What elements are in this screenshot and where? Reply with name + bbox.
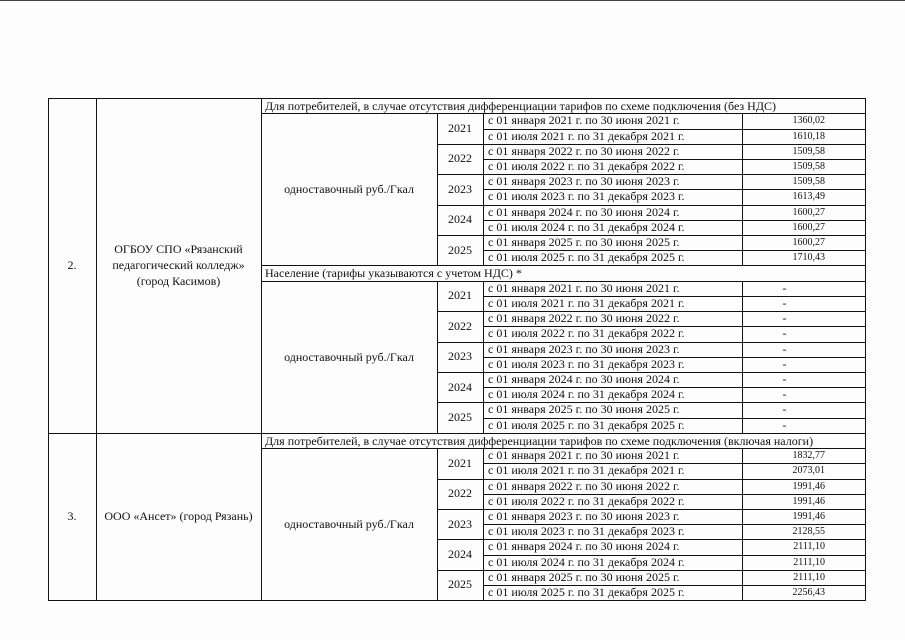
period-cell-text: с 01 июля 2022 г. по 31 декабря 2022 г. <box>488 159 685 173</box>
year-cell <box>437 281 483 311</box>
period-cell-text: с 01 января 2024 г. по 30 июня 2024 г. <box>488 372 680 386</box>
value-cell-text: 1509,58 <box>792 161 825 172</box>
period-cell-text: с 01 января 2023 г. по 30 июня 2023 г. <box>488 509 680 523</box>
block-header <box>265 99 863 113</box>
vline-org <box>96 98 97 600</box>
year-cell <box>437 205 483 235</box>
value-cell <box>744 585 825 600</box>
period-cell-text: с 01 января 2022 г. по 30 июня 2022 г. <box>488 143 680 158</box>
value-cell <box>744 342 825 357</box>
value-cell <box>744 296 825 311</box>
period-cell <box>488 570 741 585</box>
row-number-cell <box>48 433 96 600</box>
value-cell <box>744 281 825 296</box>
value-cell-text: - <box>782 341 787 356</box>
value-cell-text: 2111,10 <box>793 541 825 553</box>
value-cell <box>744 448 825 463</box>
vline-period <box>483 113 484 265</box>
block-header-text: Для потребителей, в случае отсутствия дифференциации тарифов по схеме подключения (без НДС) <box>265 99 777 113</box>
value-cell <box>744 494 825 509</box>
period-cell <box>488 555 741 570</box>
period-cell <box>488 144 741 159</box>
tariff-type-cell <box>271 113 427 265</box>
year-cell-text: 2024 <box>448 547 472 562</box>
vline-tariff <box>261 98 262 600</box>
year-cell-text: 2023 <box>448 516 472 531</box>
value-cell <box>744 205 825 220</box>
period-cell <box>488 418 741 433</box>
value-cell-text: - <box>782 326 787 341</box>
period-cell <box>488 539 741 554</box>
tariff-type-cell <box>271 448 427 600</box>
year-cell <box>437 235 483 265</box>
period-cell-text: с 01 июля 2024 г. по 31 декабря 2024 г. <box>488 387 685 402</box>
value-cell <box>744 220 825 235</box>
value-cell <box>744 235 825 250</box>
period-cell-text: с 01 января 2025 г. по 30 июня 2025 г. <box>488 235 680 249</box>
period-cell <box>488 311 741 326</box>
period-cell-text: с 01 июля 2021 г. по 31 декабря 2021 г. <box>488 128 685 143</box>
value-cell-text: - <box>782 311 787 326</box>
value-cell-text: 2256,43 <box>792 587 825 598</box>
period-cell <box>488 205 741 220</box>
value-cell-text: 1991,46 <box>792 480 825 492</box>
period-cell-text: с 01 июля 2024 г. по 31 декабря 2024 г. <box>488 219 685 234</box>
year-cell-text: 2025 <box>448 410 472 425</box>
period-cell <box>488 159 741 174</box>
period-cell <box>488 387 741 402</box>
value-cell <box>744 509 825 524</box>
value-cell <box>744 570 825 585</box>
period-cell-text: с 01 января 2025 г. по 30 июня 2025 г. <box>488 569 680 584</box>
value-cell <box>744 250 825 265</box>
period-cell-text: с 01 июля 2025 г. по 31 декабря 2025 г. <box>488 417 685 432</box>
block-header <box>265 434 863 448</box>
period-cell-text: с 01 июля 2023 г. по 31 декабря 2023 г. <box>488 356 685 371</box>
value-cell-text: 2073,01 <box>792 465 825 477</box>
value-cell-text: 1600,27 <box>792 206 825 218</box>
block-header-text: Для потребителей, в случае отсутствия дифференциации тарифов по схеме подключения (включая налоги) <box>265 433 814 448</box>
vline-right <box>865 98 866 600</box>
value-cell-text: 1832,77 <box>792 450 825 462</box>
period-cell-text: с 01 января 2024 г. по 30 июня 2024 г. <box>488 539 680 554</box>
year-cell-text: 2022 <box>448 151 472 166</box>
value-cell-text: - <box>782 372 787 386</box>
value-cell <box>744 174 825 189</box>
period-cell-text: с 01 июля 2022 г. по 31 декабря 2022 г. <box>488 326 685 341</box>
year-cell <box>437 402 483 432</box>
vline-period <box>483 448 484 600</box>
period-cell <box>488 448 741 463</box>
value-cell <box>744 418 825 433</box>
period-cell <box>488 402 741 417</box>
vline-year <box>437 448 438 600</box>
tariff-type-cell-text: одноставочный руб./Гкал <box>284 182 414 197</box>
period-cell <box>488 494 741 509</box>
value-cell <box>744 357 825 372</box>
vline-period <box>483 281 484 433</box>
period-cell-text: с 01 июля 2023 г. по 31 декабря 2023 г. <box>488 189 685 204</box>
value-cell <box>744 113 825 128</box>
value-cell <box>744 189 825 204</box>
year-cell-text: 2021 <box>448 288 472 303</box>
period-cell <box>488 174 741 189</box>
value-cell <box>744 129 825 144</box>
year-cell-text: 2022 <box>448 318 472 333</box>
value-cell <box>744 326 825 341</box>
value-cell-text: 2111,10 <box>793 556 825 568</box>
year-cell <box>437 570 483 600</box>
period-cell-text: с 01 июля 2022 г. по 31 декабря 2022 г. <box>488 493 685 508</box>
value-cell-text: 1710,43 <box>792 252 825 264</box>
period-cell <box>488 235 741 250</box>
year-cell <box>437 539 483 569</box>
period-cell-text: с 01 января 2022 г. по 30 июня 2022 г. <box>488 311 680 326</box>
period-cell <box>488 479 741 494</box>
year-cell-text: 2021 <box>448 455 472 470</box>
year-cell <box>437 448 483 478</box>
value-cell-text: 1991,46 <box>792 511 825 522</box>
organization-cell-text: ООО «Ансет» (город Рязань) <box>104 509 253 524</box>
vline-left <box>48 98 49 600</box>
year-cell-text: 2024 <box>448 212 472 227</box>
value-cell-text: 2111,10 <box>793 571 825 583</box>
organization-cell <box>102 433 255 600</box>
row-number-cell-text: 2. <box>67 257 77 272</box>
year-cell <box>437 342 483 372</box>
period-cell <box>488 220 741 235</box>
page-top-border <box>0 0 905 1</box>
vline-value <box>742 113 743 265</box>
year-cell-text: 2022 <box>448 486 472 501</box>
row-number-cell <box>48 98 96 433</box>
value-cell-text: - <box>782 402 787 417</box>
period-cell <box>488 524 741 539</box>
vline-value <box>742 281 743 433</box>
value-cell-text: - <box>782 280 787 295</box>
year-cell-text: 2025 <box>448 577 472 592</box>
period-cell <box>488 585 741 600</box>
vline-year <box>437 281 438 433</box>
period-cell <box>488 189 741 204</box>
period-cell <box>488 342 741 357</box>
value-cell-text: - <box>782 417 787 432</box>
period-cell-text: с 01 января 2025 г. по 30 июня 2025 г. <box>488 402 680 417</box>
value-cell-text: 1509,58 <box>792 145 825 157</box>
block-bottom-line <box>261 600 866 601</box>
period-cell <box>488 296 741 311</box>
value-cell <box>744 479 825 494</box>
section-bottom-line <box>48 600 262 601</box>
tariff-type-cell <box>271 281 427 433</box>
period-cell-text: с 01 июля 2025 г. по 31 декабря 2025 г. <box>488 585 685 599</box>
period-cell-text: с 01 июля 2023 г. по 31 декабря 2023 г. <box>488 524 685 539</box>
period-cell-text: с 01 января 2023 г. по 30 июня 2023 г. <box>488 341 680 356</box>
value-cell-text: 1613,49 <box>792 191 825 203</box>
vline-year <box>437 113 438 265</box>
year-cell <box>437 509 483 539</box>
period-cell-text: с 01 января 2021 г. по 30 июня 2021 г. <box>488 280 680 295</box>
year-cell <box>437 113 483 143</box>
period-cell <box>488 250 741 265</box>
period-cell-text: с 01 июля 2025 г. по 31 декабря 2025 г. <box>488 250 685 265</box>
period-cell <box>488 129 741 144</box>
year-cell-text: 2021 <box>448 121 472 136</box>
value-cell-text: 1600,27 <box>792 237 825 248</box>
value-cell <box>744 387 825 402</box>
period-cell-text: с 01 января 2024 г. по 30 июня 2024 г. <box>488 204 680 219</box>
period-cell <box>488 357 741 372</box>
value-cell <box>744 524 825 539</box>
value-cell <box>744 311 825 326</box>
value-cell-text: - <box>782 356 787 371</box>
period-cell-text: с 01 января 2021 г. по 30 июня 2021 г. <box>488 448 680 463</box>
row-number-cell-text: 3. <box>67 508 77 523</box>
value-cell-text: 1610,18 <box>792 130 825 142</box>
value-cell-text: 1360,02 <box>792 115 825 127</box>
tariff-type-cell-text: одноставочный руб./Гкал <box>284 349 414 364</box>
block-header <box>265 266 863 280</box>
value-cell-text: 1600,27 <box>792 221 825 233</box>
period-cell-text: с 01 января 2022 г. по 30 июня 2022 г. <box>488 478 680 493</box>
organization-cell <box>102 98 255 433</box>
period-cell <box>488 281 741 296</box>
value-cell <box>744 144 825 159</box>
period-cell-text: с 01 июля 2021 г. по 31 декабря 2021 г. <box>488 463 685 478</box>
period-cell-text: с 01 января 2021 г. по 30 июня 2021 г. <box>488 113 680 128</box>
year-cell-text: 2025 <box>448 242 472 257</box>
period-cell <box>488 509 741 524</box>
period-cell <box>488 372 741 387</box>
value-cell <box>744 555 825 570</box>
value-cell-text: 1991,46 <box>792 495 825 507</box>
block-header-text: Население (тарифы указываются с учетом НДС) * <box>265 266 522 281</box>
value-cell <box>744 159 825 174</box>
year-cell <box>437 372 483 402</box>
value-cell <box>744 463 825 478</box>
year-cell <box>437 144 483 174</box>
period-cell <box>488 463 741 478</box>
organization-cell-text: ОГБОУ СПО «Рязанский педагогический колледж» (город Касимов) <box>112 242 245 289</box>
value-cell <box>744 372 825 387</box>
tariff-type-cell-text: одноставочный руб./Гкал <box>284 517 414 532</box>
value-cell <box>744 402 825 417</box>
year-cell-text: 2024 <box>448 379 472 394</box>
value-cell <box>744 539 825 554</box>
value-cell-text: - <box>782 387 787 402</box>
period-cell-text: с 01 июля 2021 г. по 31 декабря 2021 г. <box>488 296 685 310</box>
vline-value <box>742 448 743 600</box>
value-cell-text: 1509,58 <box>792 176 825 188</box>
year-cell <box>437 174 483 204</box>
year-cell-text: 2023 <box>448 181 472 196</box>
year-cell-text: 2023 <box>448 349 472 364</box>
period-cell-text: с 01 июля 2024 г. по 31 декабря 2024 г. <box>488 554 685 569</box>
value-cell-text: 2128,55 <box>792 526 825 538</box>
period-cell <box>488 326 741 341</box>
period-cell-text: с 01 января 2023 г. по 30 июня 2023 г. <box>488 174 680 189</box>
period-cell <box>488 113 741 128</box>
year-cell <box>437 479 483 509</box>
year-cell <box>437 311 483 341</box>
value-cell-text: - <box>782 296 787 310</box>
